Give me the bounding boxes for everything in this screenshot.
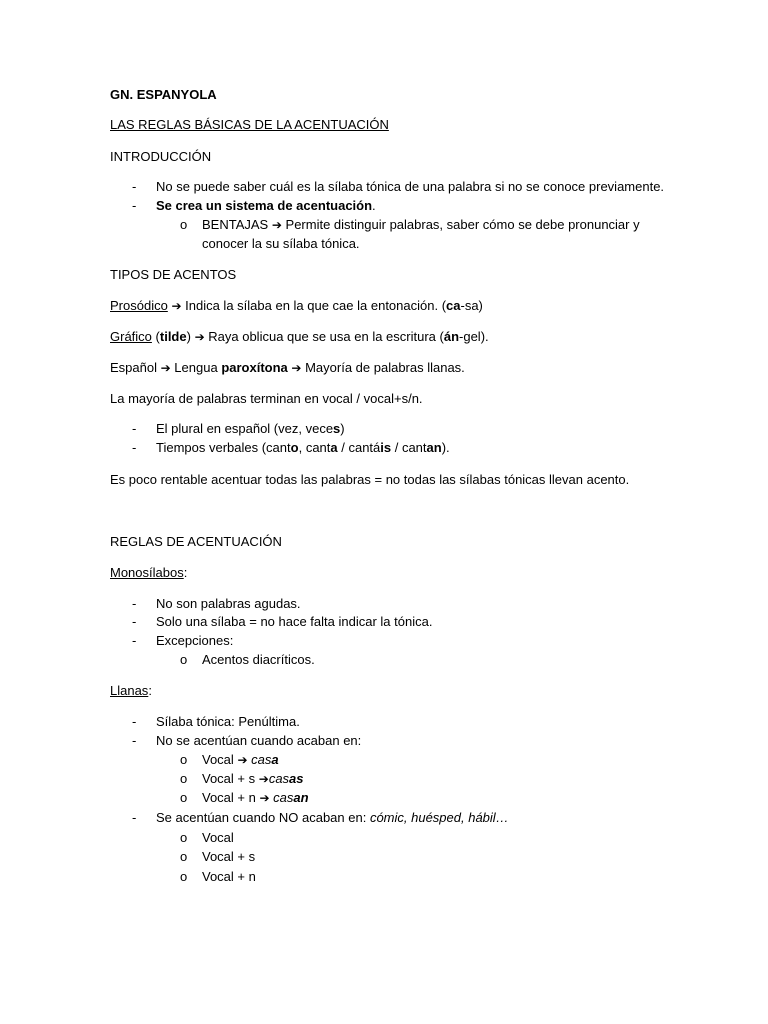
list-dash: -	[132, 733, 137, 748]
list-dash: -	[132, 714, 137, 729]
llanas-label: Llanas	[110, 683, 149, 698]
verbales-text: / cant	[391, 440, 427, 455]
arrow-right-icon: ➔	[271, 218, 282, 232]
intro-item-2	[156, 198, 376, 214]
espanol-text: Mayoría de palabras llanas.	[305, 360, 465, 375]
list-dash: -	[132, 440, 137, 455]
vocal-n-label: Vocal + n	[202, 790, 256, 805]
bentajas-text: Permite distinguir palabras, saber cómo se debe pronunciar y	[285, 217, 640, 232]
llanas-no-vocal: Vocal	[202, 830, 234, 845]
llanas-item-3	[156, 810, 509, 826]
list-dash: -	[132, 810, 137, 825]
arrow-right-icon: ➔	[291, 361, 302, 375]
vocal-label: Vocal	[202, 752, 234, 767]
mono-item-2: Solo una sílaba = no hace falta indicar la tónica.	[156, 614, 433, 629]
llanas-item-3-examples: cómic, huésped, hábil…	[369, 810, 509, 825]
prosodico-bold: ca	[446, 298, 461, 313]
llanas-sub-item-vocal	[202, 752, 279, 768]
llanas-heading	[110, 683, 152, 699]
intro-item-2-end: .	[372, 198, 376, 213]
list-dash: -	[132, 596, 137, 611]
example-bold-italic: an	[293, 790, 309, 805]
prosodico-end: -sa)	[460, 298, 483, 313]
mayoria-line: La mayoría de palabras terminan en vocal / vocal+s/n.	[110, 391, 423, 406]
mono-item-1: No son palabras agudas.	[156, 596, 301, 611]
grafico-text: Raya oblicua que se usa en la escritura (	[208, 329, 444, 344]
intro-item-2-bold: Se crea un sistema de acentuación	[156, 198, 373, 213]
verbales-bold: is	[380, 440, 392, 455]
example-bold-italic: as	[289, 771, 304, 786]
llanas-item-1: Sílaba tónica: Penúltima.	[156, 714, 300, 729]
verbales-end: ).	[441, 440, 450, 455]
intro-item-1: No se puede saber cuál es la sílaba tónica de una palabra si no se conoce previamente.	[156, 179, 665, 194]
list-bullet: o	[180, 752, 188, 767]
example-italic: cas	[273, 790, 294, 805]
example-italic: cas	[251, 752, 272, 767]
prosodico-line	[110, 298, 483, 314]
plural-item	[156, 421, 345, 437]
list-bullet: o	[180, 217, 188, 232]
llanas-sub-item-vocal-n	[202, 790, 309, 806]
verbales-text: , cant	[298, 440, 331, 455]
espanol-label: Español	[110, 360, 157, 375]
arrow-right-icon: ➔	[171, 299, 182, 313]
example-bold-italic: a	[271, 752, 279, 767]
plural-text: El plural en español (vez, vece	[156, 421, 334, 436]
list-dash: -	[132, 179, 137, 194]
monosilabos-heading	[110, 565, 187, 581]
monosilabos-label: Monosílabos	[110, 565, 184, 580]
arrow-right-icon: ➔	[258, 772, 269, 786]
section-tipos-title: TIPOS DE ACENTOS	[110, 267, 237, 282]
section-reglas-title: REGLAS DE ACENTUACIÓN	[110, 534, 282, 549]
list-dash: -	[132, 421, 137, 436]
verbales-text: Tiempos verbales (cant	[156, 440, 291, 455]
list-bullet: o	[180, 790, 188, 805]
example-italic: cas	[268, 771, 290, 786]
espanol-bold: paroxítona	[221, 360, 288, 375]
llanas-no-vocal-n: Vocal + n	[202, 869, 256, 884]
list-dash: -	[132, 198, 137, 213]
grafico-close: )	[186, 329, 191, 344]
intro-sub-item-1-cont: conocer la su sílaba tónica.	[202, 236, 360, 251]
document-heading: GN. ESPANYOLA	[110, 87, 217, 102]
grafico-tilde: tilde	[159, 329, 187, 344]
list-dash: -	[132, 614, 137, 629]
arrow-right-icon: ➔	[160, 361, 171, 375]
list-bullet: o	[180, 830, 188, 845]
section-introduccion-title: INTRODUCCIÓN	[110, 149, 212, 164]
rentable-line: Es poco rentable acentuar todas las palabras = no todas las sílabas tónicas llevan acento.	[110, 472, 630, 487]
grafico-open: (	[155, 329, 160, 344]
list-bullet: o	[180, 849, 188, 864]
verbales-text: / cantá	[337, 440, 381, 455]
plural-bold: s	[333, 421, 341, 436]
verbales-bold: an	[426, 440, 442, 455]
espanol-lengua: Lengua	[174, 360, 218, 375]
arrow-right-icon: ➔	[194, 330, 205, 344]
llanas-item-3-text: Se acentúan cuando NO acaban en:	[156, 810, 370, 825]
list-bullet: o	[180, 771, 188, 786]
prosodico-label: Prosódico	[110, 298, 168, 313]
prosodico-text: Indica la sílaba en la que cae la entonación. (	[185, 298, 447, 313]
grafico-line	[110, 329, 489, 345]
grafico-end: -gel).	[459, 329, 489, 344]
document-subtitle: LAS REGLAS BÁSICAS DE LA ACENTUACIÓN	[110, 117, 389, 132]
list-bullet: o	[180, 652, 188, 667]
mono-sub-item-1: Acentos diacríticos.	[202, 652, 315, 667]
grafico-bold: án	[443, 329, 460, 344]
bentajas-label: BENTAJAS	[202, 217, 269, 232]
list-bullet: o	[180, 869, 188, 884]
arrow-right-icon: ➔	[259, 791, 270, 805]
list-dash: -	[132, 633, 137, 648]
vocal-s-label: Vocal + s	[202, 771, 256, 786]
verbales-item	[156, 440, 450, 456]
plural-end: )	[340, 421, 345, 436]
arrow-right-icon: ➔	[237, 753, 248, 767]
intro-sub-item-1	[202, 217, 640, 233]
llanas-item-2: No se acentúan cuando acaban en:	[156, 733, 362, 748]
llanas-no-vocal-s: Vocal + s	[202, 849, 256, 864]
colon: :	[183, 565, 188, 580]
verbales-bold: a	[330, 440, 338, 455]
grafico-label: Gráfico	[110, 329, 152, 344]
llanas-sub-item-vocal-s	[202, 771, 304, 787]
mono-item-3: Excepciones:	[156, 633, 234, 648]
verbales-bold: o	[290, 440, 299, 455]
espanol-line	[110, 360, 465, 376]
colon: :	[148, 683, 152, 698]
